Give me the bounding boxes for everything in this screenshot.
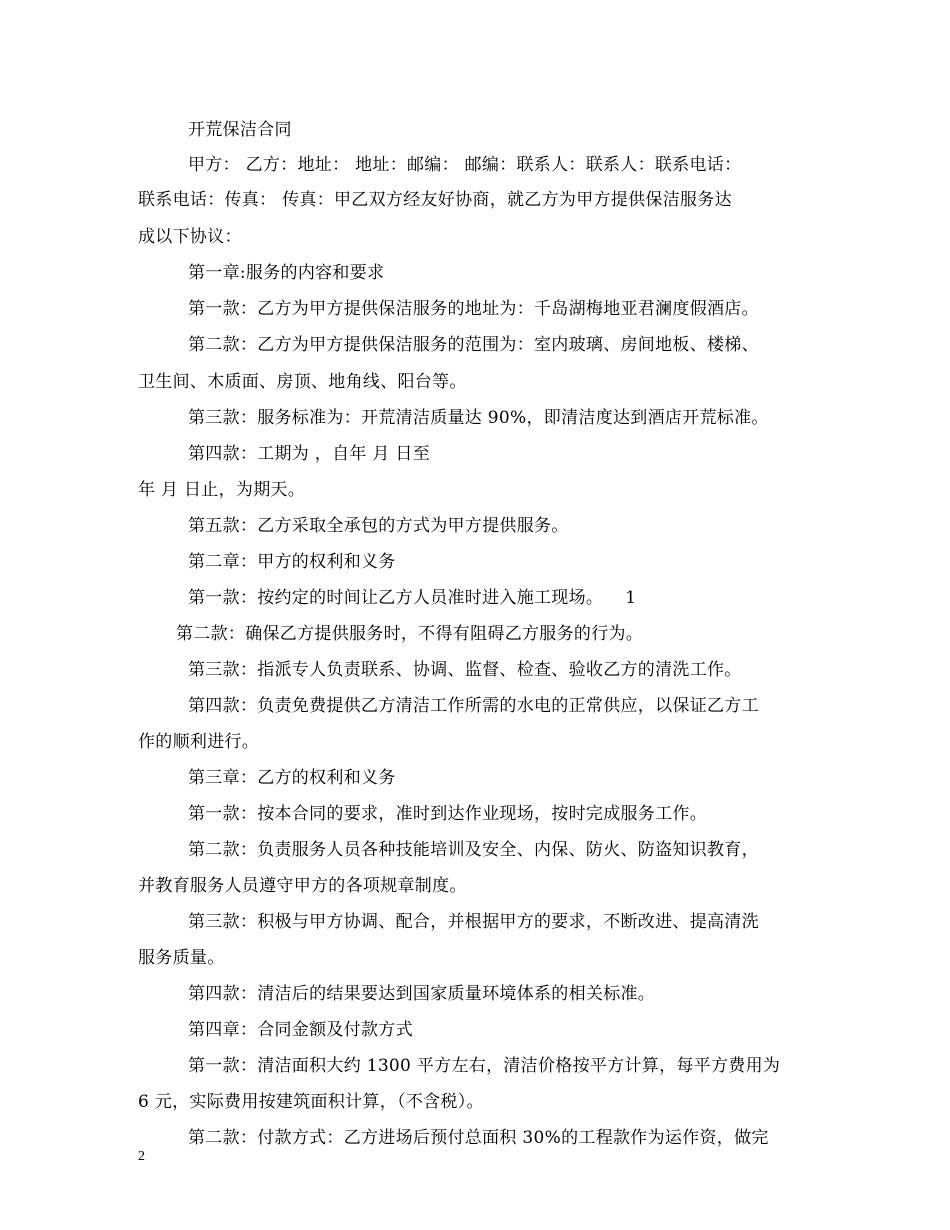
chapter-2-clause-4: 第四款：负责免费提供乙方清洁工作所需的水电的正常供应，以保证乙方工 — [188, 696, 759, 716]
chapter-4-clause-1-cont: 6 元，实际费用按建筑面积计算，（不含税）。 — [138, 1092, 484, 1112]
chapter-3-clause-3-cont: 服务质量。 — [138, 948, 225, 968]
chapter-3-clause-4: 第四款：清洁后的结果要达到国家质量环境体系的相关标准。 — [188, 984, 656, 1004]
chapter-3-heading: 第三章：乙方的权利和义务 — [188, 768, 396, 788]
chapter-3-clause-2: 第二款：负责服务人员各种技能培训及安全、内保、防火、防盗知识教育， — [188, 840, 759, 860]
chapter-1-clause-5: 第五款：乙方采取全承包的方式为甲方提供服务。 — [188, 516, 569, 536]
chapter-2-clause-1-text: 第一款：按约定的时间让乙方人员准时进入施工现场。 — [188, 588, 604, 608]
agreement-intro: 成以下协议： — [138, 227, 242, 247]
chapter-1-clause-4: 第四款：工期为 ，自年 月 日至 — [188, 444, 431, 464]
document-title: 开荒保洁合同 — [188, 120, 292, 140]
chapter-4-clause-1: 第一款：清洁面积大约 1300 平方左右，清洁价格按平方计算，每平方费用为 — [188, 1056, 781, 1076]
chapter-4-heading: 第四章：合同金额及付款方式 — [188, 1020, 413, 1040]
chapter-2-clause-2: 第二款：确保乙方提供服务时，不得有阻碍乙方服务的行为。 — [176, 624, 644, 644]
chapter-1-clause-2-cont: 卫生间、木质面、房顶、地角线、阳台等。 — [138, 372, 467, 392]
chapter-1-clause-1: 第一款：乙方为甲方提供保洁服务的地址为：千岛湖梅地亚君澜度假酒店。 — [188, 299, 759, 319]
chapter-1-clause-4-cont: 年 月 日止，为期天。 — [138, 480, 306, 500]
chapter-3-clause-2-cont: 并教育服务人员遵守甲方的各项规章制度。 — [138, 876, 467, 896]
chapter-1-heading: 第一章:服务的内容和要求 — [188, 263, 385, 283]
chapter-2-heading: 第二章：甲方的权利和义务 — [188, 552, 396, 572]
page-number: 2 — [138, 1149, 145, 1164]
chapter-1-clause-2: 第二款：乙方为甲方提供保洁服务的范围为：室内玻璃、房间地板、楼梯、 — [188, 335, 759, 355]
party-info-line-2: 联系电话：传真： 传真：甲乙双方经友好协商，就乙方为甲方提供保洁服务达 — [138, 190, 732, 210]
chapter-3-clause-3: 第三款：积极与甲方协调、配合，并根据甲方的要求，不断改进、提高清洗 — [188, 912, 759, 932]
chapter-2-clause-3: 第三款：指派专人负责联系、协调、监督、检查、验收乙方的清洗工作。 — [188, 660, 742, 680]
chapter-2-clause-4-cont: 作的顺利进行。 — [138, 732, 260, 752]
inline-page-marker: 1 — [625, 588, 637, 608]
chapter-2-clause-1 — [188, 587, 636, 609]
chapter-4-clause-2: 第二款：付款方式：乙方进场后预付总面积 30%的工程款作为运作资，做完 — [188, 1128, 769, 1148]
chapter-1-clause-3: 第三款：服务标准为：开荒清洁质量达 90%，即清洁度达到酒店开荒标准。 — [188, 408, 769, 428]
chapter-3-clause-1: 第一款：按本合同的要求，准时到达作业现场，按时完成服务工作。 — [188, 804, 707, 824]
party-info-line-1: 甲方： 乙方：地址： 地址：邮编： 邮编：联系人：联系人：联系电话： — [188, 155, 742, 175]
